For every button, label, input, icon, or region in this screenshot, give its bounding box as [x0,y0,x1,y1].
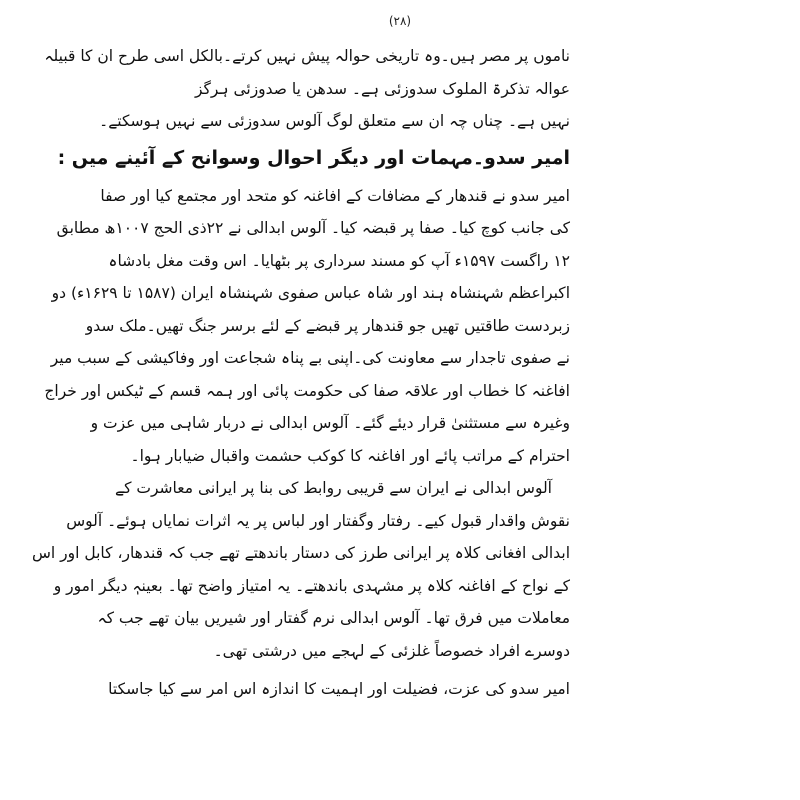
text-line: ناموں پر مصر ہیں۔وہ تاریخی حوالہ پیش نہیں کرتے۔بالکل اسی طرح ان کا قبیلہ [44,47,570,65]
text-line: نے صفوی تاجدار سے معاونت کی۔اپنی بے پناہ شجاعت اور وفاکیشی کے سبب میر [50,349,570,367]
text-line: دوسرے افراد خصوصاً غلزئی کے لہجے میں درشتی تھی۔ [213,641,570,660]
text-line: امیر سدو کی عزت، فضیلت اور اہمیت کا اندازہ اس امر سے کیا جاسکتا [108,680,570,698]
paragraph-1 [44,40,570,138]
text-line: عوالہ تذکرۃ الملوک سدوزئی ہے۔ سدھن یا صدوزئی ہرگز [194,79,570,98]
text-line: افاغنہ کا خطاب اور علاقہ صفا کی حکومت پائی اور ہمہ قسم کے ٹیکس اور خراج [44,381,570,400]
text-line: ابدالی افغانی کلاہ پر ایرانی طرز کی دستار باندھتے تھے جب کہ قندھار، کابل اور اس [32,544,570,562]
text-line: احترام کے مراتب پائے اور افاغنہ کا کوکب حشمت واقبال ضیابار ہوا۔ [130,446,570,465]
text-line: امیر سدو نے قندھار کے مضافات کے افاغنہ کو متحد اور مجتمع کیا اور صفا [100,186,570,205]
text-line: نقوش واقدار قبول کیے۔ رفتار وگفتار اور لباس پر یہ اثرات نمایاں ہوئے۔ آلوس [66,511,570,530]
text-line: ۱۲ راگست ۱۵۹۷ء آپ کو مسند سرداری پر بٹھایا۔ اس وقت مغل بادشاہ [108,251,570,270]
page-content [32,40,570,706]
text-line: معاملات میں فرق تھا۔ آلوس ابدالی نرم گفتار اور شیریں بیان تھے جب کہ [97,609,570,627]
text-line: کے نواح کے افاغنہ کلاہ پر مشہدی باندھتے۔ یہ امتیاز واضح تھا۔ بعینہٖ دیگر امور و [53,576,570,595]
text-line: کی جانب کوچ کیا۔ صفا پر قبضہ کیا۔ آلوس ابدالی نے ۲۲ذی الحج ۱۰۰۷ھ مطابق [56,219,570,237]
text-line: نہیں ہے۔ چناں چہ ان سے متعلق لوگ آلوس سدوزئی سے نہیں ہوسکتے۔ [99,112,570,130]
paragraph-3 [32,472,570,667]
text-line: وغیرہ سے مستثنیٰ قرار دیئے گئے۔ آلوس ابدالی نے دربار شاہی میں عزت و [90,414,570,432]
text-line: زبردست طاقتیں تھیں جو قندھار پر قبضے کے لئے برسر جنگ تھیں۔ملک سدو [85,316,570,335]
paragraph-2 [44,180,570,473]
paragraph-4 [108,673,570,706]
text-line: آلوس ابدالی نے ایران سے قریبی روابط کی بنا پر ایرانی معاشرت کے [115,479,552,497]
section-heading: امیر سدو۔مہمات اور دیگر احوال وسوانح کے آئینے میں : [57,146,570,169]
text-line: اکبراعظم شہنشاہ ہند اور شاہ عباس صفوی شہنشاہ ایران (۱۵۸۷ تا ۱۶۲۹ء) دو [51,284,570,302]
page-number: (۲۸) [388,14,412,28]
